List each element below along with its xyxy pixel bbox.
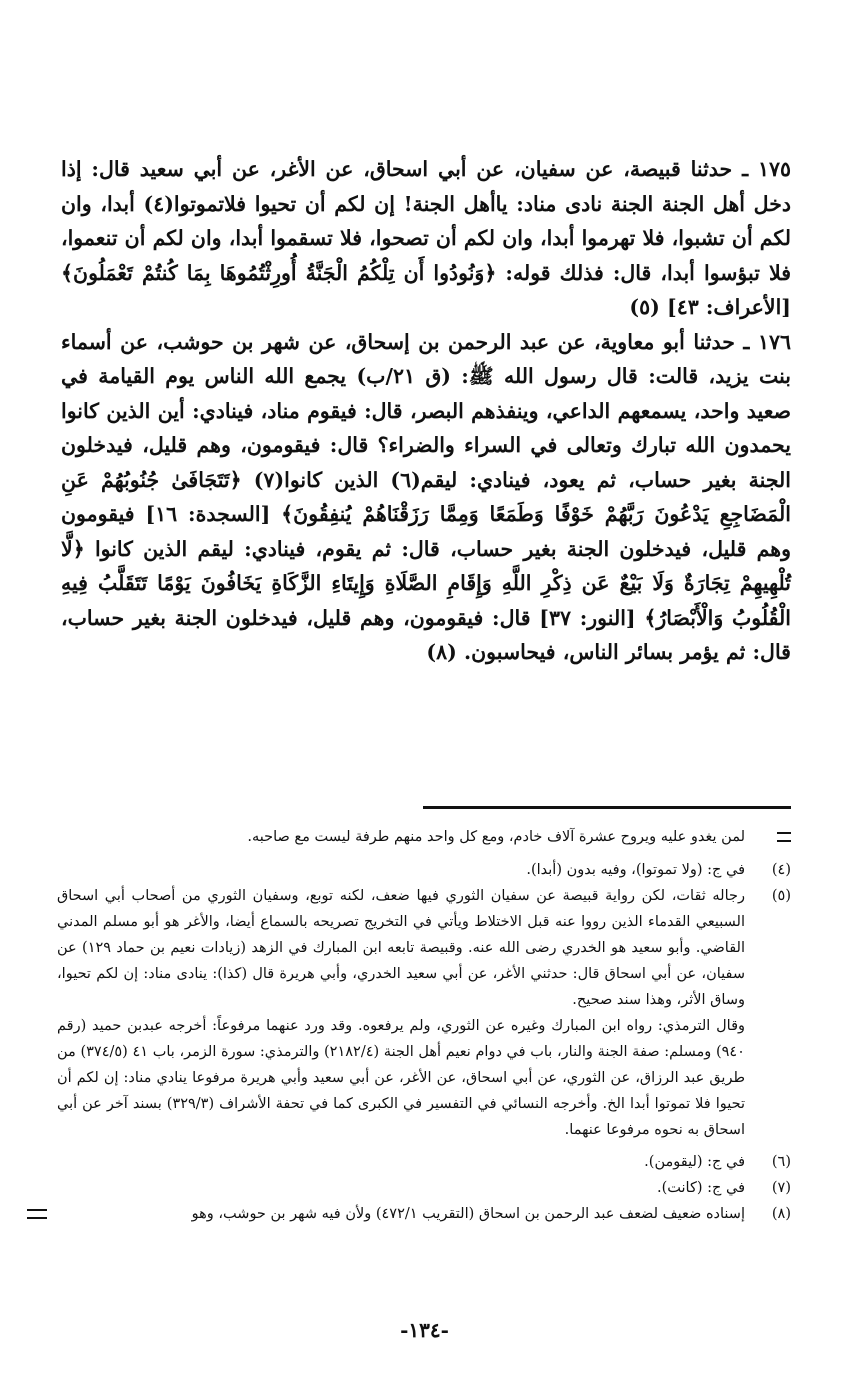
footnotes — [57, 824, 791, 1227]
footnote-continuation: لمن يغدو عليه ويروح عشرة آلاف خادم، ومع كل واحد منهم طرفة ليست مع صاحبه. — [57, 824, 791, 851]
page-number: -١٣٤- — [400, 1318, 449, 1342]
footnote-4: (٤) في ج: (ولا تموتوا)، وفيه بدون (أبدا). — [526, 862, 791, 878]
continues-next-page-icon — [27, 1209, 47, 1219]
continuation-mark-icon — [745, 824, 791, 851]
footnote-5: (٥) رجاله ثقات، لكن رواية قبيصة عن سفيان الثوري فيها ضعف، لكنه توبع، وسفيان الثوري من أصحاب أبي اسحاق السبيعي القدماء الذين رووا عنه قبل الاختلاط ويأتي في التخريج تصريحه بالسماع أيضا، والأغر هو أبو مسلم المدني القاضي. وأبو سعيد هو الخدري رضى الله عنه. وقبيصة تابعه ابن المبارك في الزهد (زيادات نعيم بن حماد ١٢٩) عن سفيان، عن أبي اسحاق قال: حدثني الأغر، عن أبي سعيد الخدري، وأبي هريرة قال (كذا): ينادى مناد: إن لكم تحيوا، وساق الأثر، وهذا سند صحيح. — [57, 888, 791, 1008]
footnote-6: (٦) في ج: (ليقومن). — [644, 1154, 791, 1170]
footnote-5-continued: وقال الترمذي: رواه ابن المبارك وغيره عن الثوري، ولم يرفعوه. وقد ورد عنهما مرفوعاً: أخرجه عبدبن حميد (رقم ٩٤٠) ومسلم: صفة الجنة والنار، باب في دوام نعيم أهل الجنة (٢١٨٢/٤) والترمذي: سورة الزمر، باب ٤١ (٣٧٤/٥) من طريق عبد الرزاق، عن الثوري، عن أبي اسحاق، عن الأغر، عن أبي سعيد وأبي هريرة مرفوعا ينادي مناد: إن لكم أن تحيوا فلا تموتوا أبدا الخ. وأخرجه النسائي في التفسير في الكبرى كما في تحفة الأشراف (٣٢٩/٣) بسند آخر عن أبي اسحاق به نحوه مرفوعا عنهما. — [57, 1018, 745, 1138]
main-text — [61, 152, 791, 670]
hadith-175: ١٧٥ ـ حدثنا قبيصة، عن سفيان، عن أبي اسحاق، عن الأغر، عن أبي سعيد قال: إذا دخل أهل الجنة الجنة نادى مناد: ياأهل الجنة! إن لكم أن تحيوا فلاتموتوا(٤) أبدا، وان لكم أن تشبوا، فلا تهرموا أبدا، وان لكم أن تصحوا، فلا تسقموا أبدا، وان لكم أن تنعموا، فلا تبؤسوا أبدا، قال: فذلك قوله: ﴿وَنُودُوا أَن تِلْكُمُ الْجَنَّةُ أُورِثْتُمُوهَا بِمَا كُنتُمْ تَعْمَلُونَ﴾ [الأعراف: ٤٣] (٥) — [61, 157, 791, 319]
footnote-8: (٨) إسناده ضعيف لضعف عبد الرحمن بن اسحاق (التقريب ٤٧٢/١) ولأن فيه شهر بن حوشب، وهو — [57, 1201, 791, 1227]
hadith-176: ١٧٦ ـ حدثنا أبو معاوية، عن عبد الرحمن بن إسحاق، عن شهر بن حوشب، عن أسماء بنت يزيد، قالت: قال رسول الله ﷺ: (ق ٢١/ب) يجمع الله الناس يوم القيامة في صعيد واحد، يسمعهم الداعي، وينفذهم البصر، قال: فيقوم مناد، فينادي: أين الذين كانوا يحمدون الله تبارك وتعالى في السراء والضراء؟ قال: فيقومون، وهم قليل، فيدخلون الجنة بغير حساب، ثم يعود، فينادي: ليقم(٦) الذين كانوا(٧) ﴿تَتَجَافَىٰ جُنُوبُهُمْ عَنِ الْمَضَاجِعِ يَدْعُونَ رَبَّهُمْ خَوْفًا وَطَمَعًا وَمِمَّا رَزَقْنَاهُمْ يُنفِقُونَ﴾ [السجدة: ١٦] فيقومون وهم قليل، فيدخلون الجنة بغير حساب، قال: ثم يقوم، فينادي: ليقم الذين كانوا ﴿لَّا تُلْهِيهِمْ تِجَارَةٌ وَلَا بَيْعٌ عَن ذِكْرِ اللَّهِ وَإِقَامِ الصَّلَاةِ وَإِيتَاءِ الزَّكَاةِ يَخَافُونَ يَوْمًا تَتَقَلَّبُ فِيهِ الْقُلُوبُ وَالْأَبْصَارُ﴾ [النور: ٣٧] قال: فيقومون، وهم قليل، فيدخلون الجنة بغير حساب، قال: ثم يؤمر بسائر الناس، فيحاسبون. (٨) — [61, 329, 791, 664]
footnote-7: (٧) في ج: (كانت). — [657, 1180, 791, 1196]
footnote-separator — [423, 806, 791, 809]
